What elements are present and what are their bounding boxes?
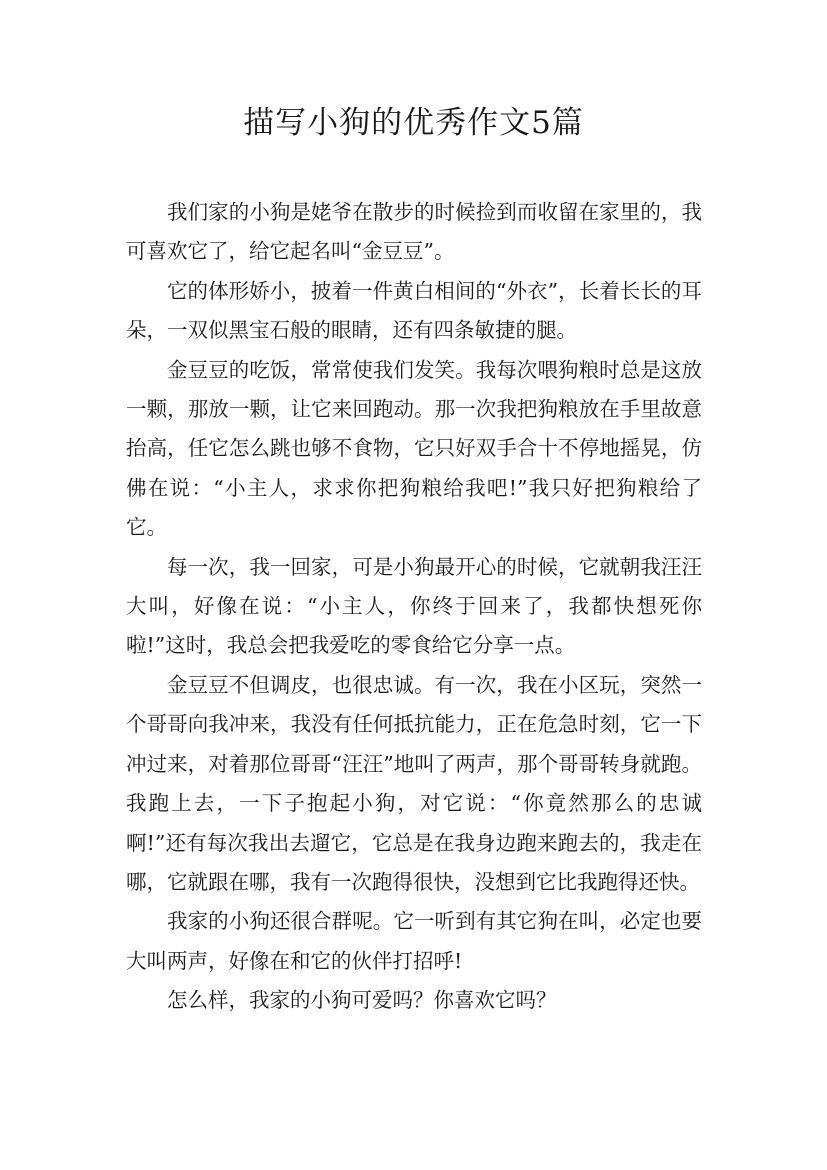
paragraph-2: 它的体形娇小，披着一件黄白相间的“外衣”，长着长长的耳朵，一双似黑宝石般的眼睛，还有四条敏捷的腿。	[126, 278, 702, 343]
document-title: 描写小狗的优秀作文5篇	[243, 105, 584, 141]
paragraph-6: 我家的小狗还很合群呢。它一听到有其它狗在叫，必定也要大叫两声，好像在和它的伙伴打招呼!	[126, 909, 702, 973]
paragraph-7: 怎么样，我家的小狗可爱吗？你喜欢它吗？	[167, 988, 557, 1013]
paragraph-4: 每一次，我一回家，可是小狗最开心的时候，它就朝我汪汪大叫，好像在说：“小主人，你终于回来了，我都快想死你啦!”这时，我总会把我爱吃的零食给它分享一点。	[126, 554, 702, 658]
paragraph-3: 金豆豆的吃饭，常常使我们发笑。我每次喂狗粮时总是这放一颗，那放一颗，让它来回跑动。那一次我把狗粮放在手里故意抬高，任它怎么跳也够不食物，它只好双手合十不停地摇晃，仿佛在说：“小主人，求求你把狗粮给我吧!”我只好把狗粮给了它。	[126, 357, 702, 540]
document-body	[126, 193, 702, 1021]
paragraph-1: 我们家的小狗是姥爷在散步的时候捡到而收留在家里的，我可喜欢它了，给它起名叫“金豆豆”。	[126, 200, 702, 264]
paragraph-5: 金豆豆不但调皮，也很忠诚。有一次，我在小区玩，突然一个哥哥向我冲来，我没有任何抵抗能力，正在危急时刻，它一下冲过来，对着那位哥哥“汪汪”地叫了两声，那个哥哥转身就跑。我跑上去，一下子抱起小狗，对它说：“你竟然那么的忠诚啊!”还有每次我出去遛它，它总是在我身边跑来跑去的，我走在哪，它就跟在哪，我有一次跑得很快，没想到它比我跑得还快。	[126, 672, 702, 894]
